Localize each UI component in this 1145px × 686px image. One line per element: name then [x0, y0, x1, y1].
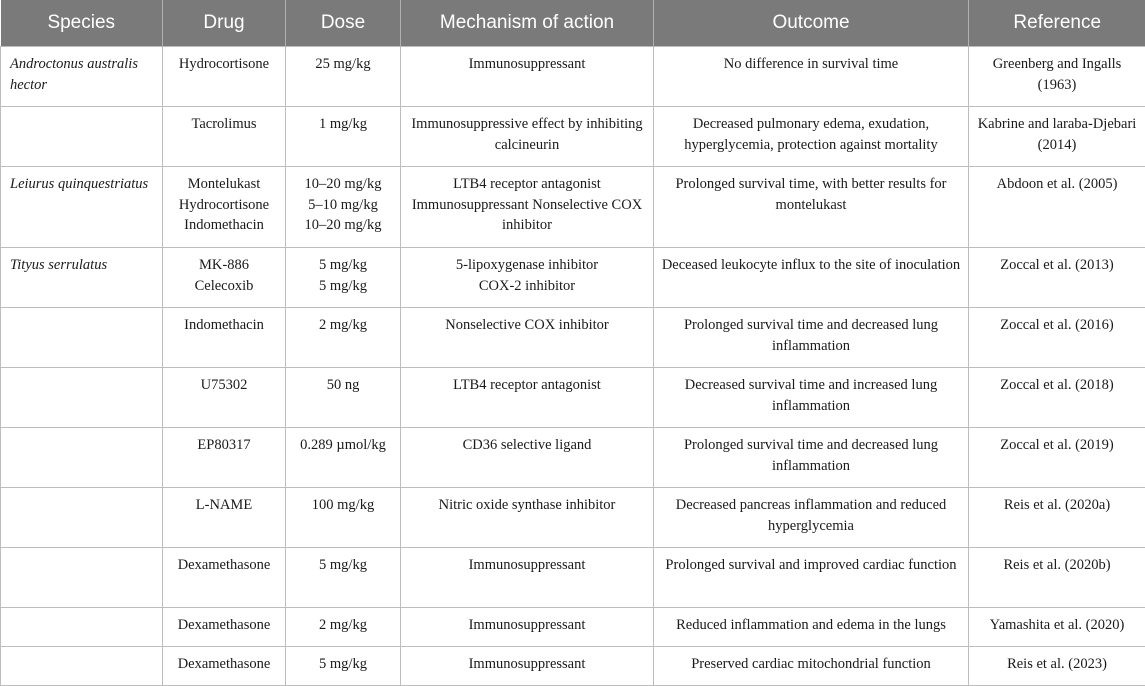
header-dose: Dose — [286, 0, 401, 47]
header-drug: Drug — [163, 0, 286, 47]
reference-cell: Zoccal et al. (2018) — [969, 368, 1145, 428]
outcome-cell: Prolonged survival and improved cardiac function — [654, 548, 969, 608]
table-row — [1, 107, 1145, 167]
species-cell — [1, 368, 163, 428]
reference-cell: Reis et al. (2023) — [969, 647, 1145, 686]
mechanism-cell: Nonselective COX inhibitor — [401, 308, 654, 368]
dose-cell: 5 mg/kg — [286, 548, 401, 608]
drug-cell: Hydrocortisone — [163, 47, 286, 107]
outcome-cell: Reduced inflammation and edema in the lungs — [654, 608, 969, 647]
dose-cell: 2 mg/kg — [286, 608, 401, 647]
drug-cell: Montelukast Hydrocortisone Indomethacin — [163, 167, 286, 248]
table-row — [1, 647, 1145, 686]
table-header — [1, 0, 1145, 47]
table-row — [1, 308, 1145, 368]
mechanism-cell: Immunosuppressive effect by inhibiting calcineurin — [401, 107, 654, 167]
drug-cell: Dexamethasone — [163, 647, 286, 686]
table-row — [1, 167, 1145, 248]
mechanism-cell: LTB4 receptor antagonist — [401, 368, 654, 428]
drug-cell: MK-886 Celecoxib — [163, 248, 286, 308]
dose-cell: 5 mg/kg — [286, 647, 401, 686]
outcome-cell: Prolonged survival time, with better results for montelukast — [654, 167, 969, 248]
reference-cell: Yamashita et al. (2020) — [969, 608, 1145, 647]
outcome-cell: Prolonged survival time and decreased lung inflammation — [654, 428, 969, 488]
dose-cell: 2 mg/kg — [286, 308, 401, 368]
dose-cell: 25 mg/kg — [286, 47, 401, 107]
table-body — [1, 47, 1145, 686]
species-cell: Leiurus quinquestriatus — [1, 167, 163, 248]
species-cell: Tityus serrulatus — [1, 248, 163, 308]
table-row — [1, 428, 1145, 488]
dose-cell: 1 mg/kg — [286, 107, 401, 167]
reference-cell: Zoccal et al. (2013) — [969, 248, 1145, 308]
drug-cell: U75302 — [163, 368, 286, 428]
drug-cell: Dexamethasone — [163, 548, 286, 608]
dose-cell: 0.289 µmol/kg — [286, 428, 401, 488]
species-cell — [1, 488, 163, 548]
drug-cell: L-NAME — [163, 488, 286, 548]
species-cell — [1, 608, 163, 647]
drug-cell: Indomethacin — [163, 308, 286, 368]
dose-cell: 100 mg/kg — [286, 488, 401, 548]
drug-cell: EP80317 — [163, 428, 286, 488]
outcome-cell: Prolonged survival time and decreased lung inflammation — [654, 308, 969, 368]
mechanism-cell: CD36 selective ligand — [401, 428, 654, 488]
outcome-cell: Decreased survival time and increased lung inflammation — [654, 368, 969, 428]
mechanism-cell: Nitric oxide synthase inhibitor — [401, 488, 654, 548]
species-cell — [1, 428, 163, 488]
table-row — [1, 47, 1145, 107]
reference-cell: Greenberg and Ingalls (1963) — [969, 47, 1145, 107]
outcome-cell: No difference in survival time — [654, 47, 969, 107]
table-row — [1, 248, 1145, 308]
reference-cell: Reis et al. (2020a) — [969, 488, 1145, 548]
dose-cell: 50 ng — [286, 368, 401, 428]
table-row — [1, 548, 1145, 608]
reference-cell: Kabrine and laraba-Djebari (2014) — [969, 107, 1145, 167]
reference-cell: Reis et al. (2020b) — [969, 548, 1145, 608]
table-row — [1, 608, 1145, 647]
header-mechanism: Mechanism of action — [401, 0, 654, 47]
mechanism-cell: Immunosuppressant — [401, 608, 654, 647]
header-reference: Reference — [969, 0, 1145, 47]
header-row — [1, 0, 1145, 47]
mechanism-cell: LTB4 receptor antagonist Immunosuppressant Nonselective COX inhibitor — [401, 167, 654, 248]
mechanism-cell: Immunosuppressant — [401, 548, 654, 608]
drug-cell: Tacrolimus — [163, 107, 286, 167]
header-outcome: Outcome — [654, 0, 969, 47]
reference-cell: Zoccal et al. (2016) — [969, 308, 1145, 368]
species-cell — [1, 647, 163, 686]
mechanism-cell: Immunosuppressant — [401, 47, 654, 107]
table-row — [1, 368, 1145, 428]
mechanism-cell: Immunosuppressant — [401, 647, 654, 686]
table-row — [1, 488, 1145, 548]
reference-cell: Zoccal et al. (2019) — [969, 428, 1145, 488]
outcome-cell: Decreased pancreas inflammation and reduced hyperglycemia — [654, 488, 969, 548]
dose-cell: 10–20 mg/kg 5–10 mg/kg 10–20 mg/kg — [286, 167, 401, 248]
mechanism-cell: 5-lipoxygenase inhibitor COX-2 inhibitor — [401, 248, 654, 308]
species-cell: Androctonus australis hector — [1, 47, 163, 107]
dose-cell: 5 mg/kg 5 mg/kg — [286, 248, 401, 308]
species-cell — [1, 308, 163, 368]
species-cell — [1, 107, 163, 167]
header-species: Species — [1, 0, 163, 47]
reference-cell: Abdoon et al. (2005) — [969, 167, 1145, 248]
outcome-cell: Preserved cardiac mitochondrial function — [654, 647, 969, 686]
drug-cell: Dexamethasone — [163, 608, 286, 647]
outcome-cell: Deceased leukocyte influx to the site of inoculation — [654, 248, 969, 308]
species-cell — [1, 548, 163, 608]
outcome-cell: Decreased pulmonary edema, exudation, hyperglycemia, protection against mortality — [654, 107, 969, 167]
